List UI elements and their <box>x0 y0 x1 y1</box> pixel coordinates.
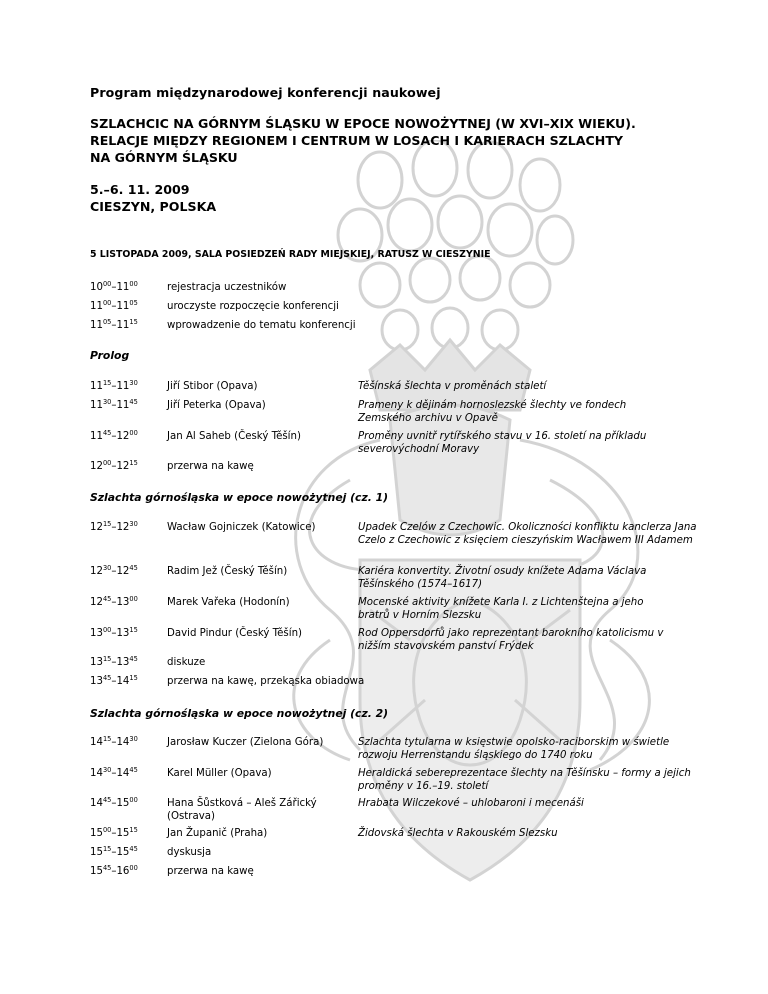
talk-title: Hrabata Wilczekové – uhlobaroni i mecenáši <box>358 798 584 809</box>
time-slot: $13^{15}-13^{45}$ <box>90 655 138 668</box>
agenda-item: dyskusja <box>167 847 212 858</box>
time-slot: $11^{30}-11^{45}$ <box>90 398 138 411</box>
speaker: Radim Jež (Český Těšín) <box>167 566 288 577</box>
agenda-item: przerwa na kawę <box>167 866 254 877</box>
time-slot: $12^{00}-12^{15}$ <box>90 459 138 472</box>
time-slot: $15^{00}-15^{15}$ <box>90 826 138 839</box>
talk-title: Heraldická sebereprezentace šlechty na Těšínsku – formy a jejich proměny v 16.–19. století <box>358 768 691 792</box>
time-slot: $13^{00}-13^{15}$ <box>90 626 138 639</box>
speaker: Jarosław Kuczer (Zielona Góra) <box>167 737 324 748</box>
speaker: Jiří Stibor (Opava) <box>167 381 258 392</box>
talk-title: Těšínská šlechta v proměnách staletí <box>358 381 547 392</box>
speaker: Wacław Gojniczek (Katowice) <box>167 522 316 533</box>
speaker: Jiří Peterka (Opava) <box>167 400 266 411</box>
agenda-item: przerwa na kawę <box>167 461 254 472</box>
agenda-item: diskuze <box>167 657 206 668</box>
time-slot: $11^{15}-11^{30}$ <box>90 379 138 392</box>
section-title-part-1: Szlachta górnośląska w epoce nowożytnej (cz. 1) <box>90 491 389 504</box>
conference-title-line-1: SZLACHCIC NA GÓRNYM ŚLĄSKU W EPOCE NOWOŻYTNEJ (W XVI–XIX WIEKU). <box>90 116 636 131</box>
time-slot: $11^{05}-11^{15}$ <box>90 318 138 331</box>
conference-title-line-2: RELACJE MIĘDZY REGIONEM I CENTRUM W LOSACH I KARIERACH SZLACHTY <box>90 133 624 148</box>
speaker: Hana Šůstková – Aleš Zářický (Ostrava) <box>167 798 317 822</box>
section-title-part-2: Szlachta górnośląska w epoce nowożytnej (cz. 2) <box>90 707 389 720</box>
speaker: Karel Müller (Opava) <box>167 768 272 779</box>
talk-title: Židovská šlechta v Rakouském Slezsku <box>358 828 558 839</box>
time-slot: $14^{45}-15^{00}$ <box>90 796 138 809</box>
time-slot: $15^{15}-15^{45}$ <box>90 845 138 858</box>
talk-title: Rod Oppersdorfů jako reprezentant barokního katolicismu v nižším stavovském panství Frýdek <box>358 628 664 652</box>
talk-title: Mocenské aktivity knížete Karla I. z Lichtenštejna a jeho bratrů v Horním Slezsku <box>358 597 644 621</box>
time-slot: $15^{45}-16^{00}$ <box>90 864 138 877</box>
agenda-item: rejestracja uczestników <box>167 282 287 293</box>
talk-title: Kariéra konvertity. Životní osudy knížete Adama Václava Těšínského (1574–1617) <box>358 566 647 590</box>
time-slot: $11^{00}-11^{05}$ <box>90 299 138 312</box>
time-slot: $10^{00}-11^{00}$ <box>90 280 138 293</box>
speaker: Jan Al Saheb (Český Těšín) <box>167 431 301 442</box>
talk-title: Upadek Czelów z Czechowic. Okoliczności konfliktu kanclerza Jana Czelo z Czechowic z księciem cieszyńskim Wacławem III Adamem <box>358 522 697 546</box>
speaker: David Pindur (Český Těšín) <box>167 628 303 639</box>
agenda-item: wprowadzenie do tematu konferencji <box>167 320 356 331</box>
time-slot: $12^{15}-12^{30}$ <box>90 520 138 533</box>
time-slot: $14^{30}-14^{45}$ <box>90 766 138 779</box>
day1-venue: 5 LISTOPADA 2009, SALA POSIEDZEŃ RADY MIEJSKIEJ, RATUSZ W CIESZYNIE <box>90 249 491 260</box>
speaker: Marek Vařeka (Hodonín) <box>167 597 290 608</box>
time-slot: $11^{45}-12^{00}$ <box>90 429 138 442</box>
agenda-item: uroczyste rozpoczęcie konferencji <box>167 301 339 312</box>
agenda-item: przerwa na kawę, przekąska obiadowa <box>167 676 365 687</box>
speaker: Jan Županič (Praha) <box>167 828 268 839</box>
conference-dates: 5.–6. 11. 2009 <box>90 182 190 197</box>
talk-title: Proměny uvnitř rytířského stavu v 16. století na příkladu severovýchodní Moravy <box>358 431 647 455</box>
talk-title: Prameny k dějinám hornoslezské šlechty ve fondech Zemského archivu v Opavě <box>358 400 627 424</box>
time-slot: $12^{30}-12^{45}$ <box>90 564 138 577</box>
time-slot: $12^{45}-13^{00}$ <box>90 595 138 608</box>
conference-title-line-3: NA GÓRNYM ŚLĄSKU <box>90 150 238 165</box>
program-title: Program międzynarodowej konferencji naukowej <box>90 85 441 100</box>
talk-title: Szlachta tytularna w księstwie opolsko-raciborskim w świetle rozwoju Herrenstandu śląskiego do 1740 roku <box>358 737 670 761</box>
conference-place: CIESZYN, POLSKA <box>90 199 217 214</box>
time-slot: $13^{45}-14^{15}$ <box>90 674 138 687</box>
time-slot: $14^{15}-14^{30}$ <box>90 735 138 748</box>
section-title-prolog: Prolog <box>90 349 130 362</box>
